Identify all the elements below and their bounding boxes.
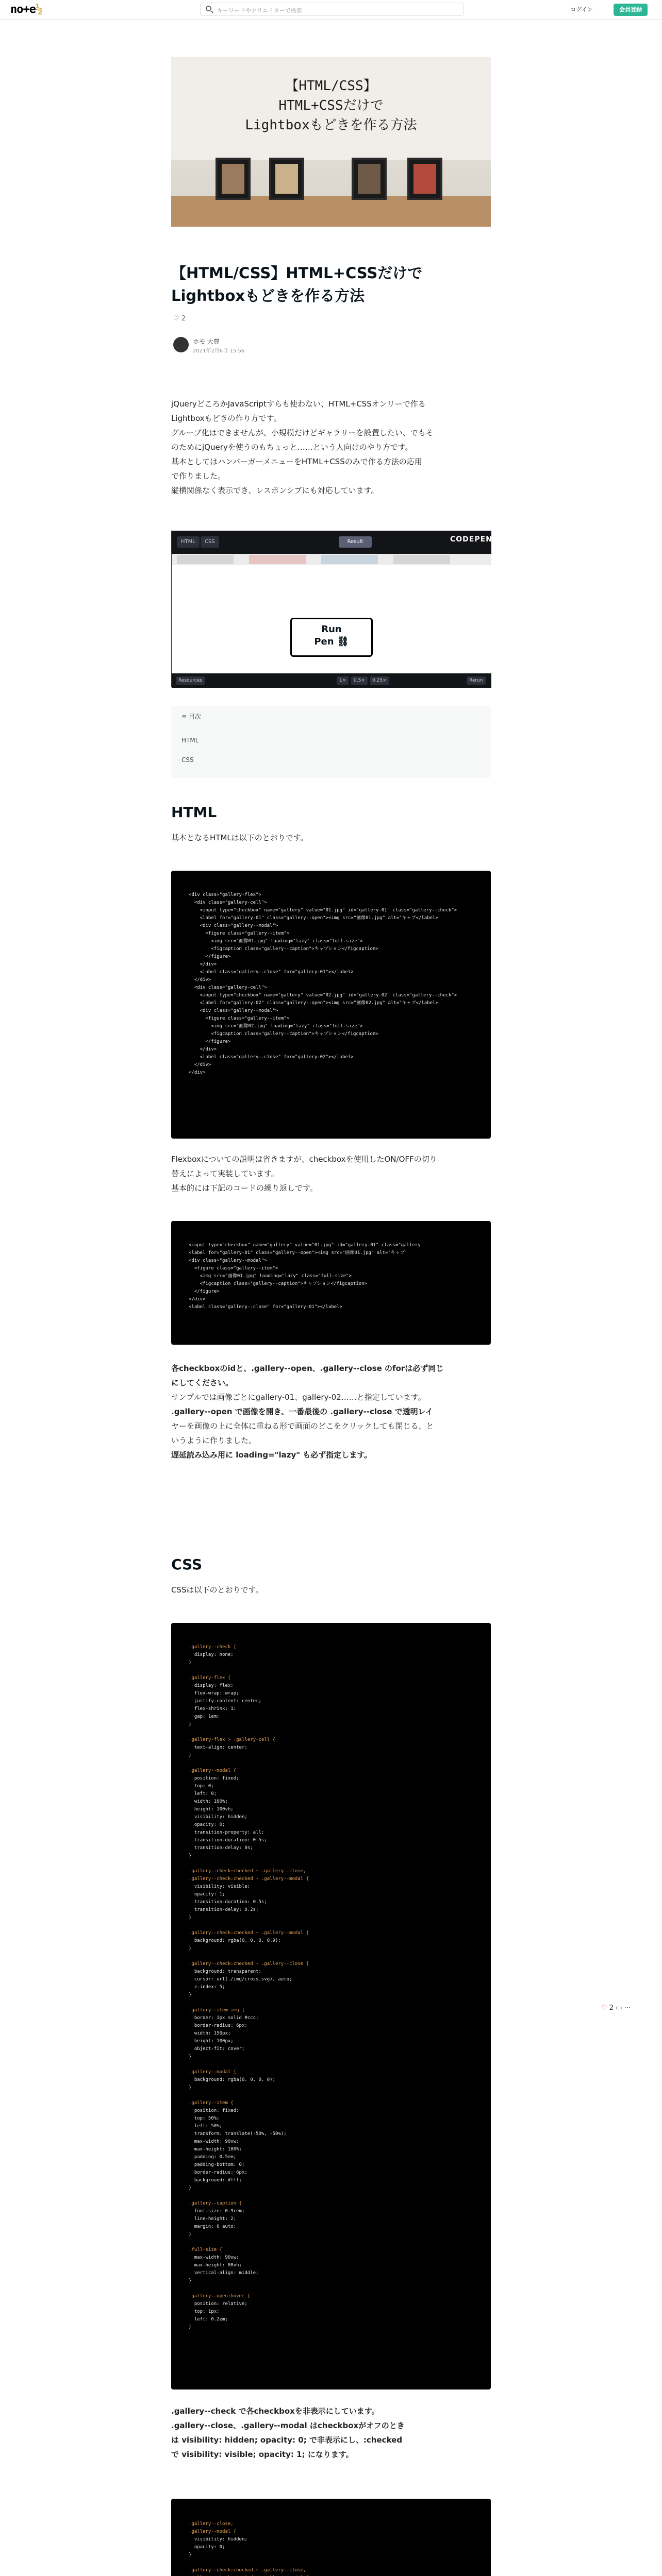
- code-line: border: 1px solid #ccc;: [189, 2015, 259, 2021]
- code-text: [189, 1242, 421, 1311]
- text-line: 基本としてはハンバーガーメニューをHTML+CSSのみで作る方法の応用: [171, 457, 422, 466]
- search-input[interactable]: [200, 3, 464, 16]
- text-line: サンプルでは画像ごとにgallery-01、gallery-02……と指定しています。: [171, 1393, 426, 1402]
- text-line: .gallery--check で各checkboxを非表示にしています。: [171, 2406, 379, 2416]
- code-line: [189, 2239, 309, 2246]
- code-line: visibility: hidden;: [189, 2537, 247, 2542]
- search-icon: [206, 6, 211, 11]
- code-line: border-radius: 6px;: [189, 2170, 247, 2175]
- note-logo[interactable]: [10, 3, 42, 16]
- paragraph-ids: [171, 1361, 491, 1462]
- text-line: にしてください。: [171, 1378, 234, 1387]
- zoom-1x-button[interactable]: 1×: [337, 676, 349, 685]
- resources-button[interactable]: Resources: [176, 676, 205, 685]
- code-line: cursor: url(./img/cross.svg), auto;: [189, 1977, 292, 1982]
- code-line: <div class="gallery-flex">: [189, 892, 261, 897]
- zoom-025x-button[interactable]: 0.25×: [370, 676, 389, 685]
- codepen-footer: [172, 673, 491, 688]
- code-line: <input type="checkbox" name="gallery" value="01.jpg" id="gallery-01" class="gallery--check">: [189, 908, 457, 913]
- like-button[interactable]: [173, 315, 186, 323]
- link-icon: ⛓: [337, 636, 349, 647]
- code-line: }: [189, 2552, 192, 2557]
- code-line: opacity: 0;: [189, 1822, 225, 1827]
- code-line: .gallery--modal {: [189, 1768, 237, 1773]
- codepen-toolbar: [172, 531, 491, 554]
- code-line: padding-bottom: 0;: [189, 2162, 245, 2167]
- text-line: 替えによって実装しています。: [171, 1169, 279, 1178]
- code-line: .gallery--modal {: [189, 2070, 237, 2075]
- login-button[interactable]: ログイン: [570, 6, 593, 13]
- code-line: </figure>: [189, 954, 231, 959]
- code-line: flex-wrap: wrap;: [189, 1691, 239, 1696]
- code-line: line-height: 2;: [189, 2216, 237, 2222]
- code-line: }: [189, 2054, 192, 2059]
- code-line: border-radius: 6px;: [189, 2023, 247, 2028]
- signup-button[interactable]: 会員登録: [614, 4, 648, 16]
- run-pen-button[interactable]: [290, 618, 373, 657]
- code-line: [189, 2061, 309, 2069]
- code-line: }: [189, 1915, 192, 1920]
- code-block-visibility: [171, 2499, 491, 2576]
- text-line: グループ化はできませんが、小規模だけどギャラリーを設置したい、でもそ: [171, 428, 434, 437]
- code-text: [189, 1643, 309, 2331]
- section-heading-css: CSS: [171, 1556, 203, 1573]
- code-line: opacity: 1;: [189, 1892, 225, 1897]
- paragraph-flexbox: [171, 1152, 491, 1195]
- code-line: visibility: visible;: [189, 1884, 251, 1889]
- code-line: <label class="gallery--close" for="gallery-01"></label>: [189, 970, 354, 975]
- code-line: [189, 1953, 309, 1960]
- site-header: [0, 0, 662, 20]
- code-line: left: 0.2em;: [189, 2317, 228, 2322]
- code-line: }: [189, 2232, 192, 2237]
- code-line: </div>: [189, 1047, 217, 1052]
- code-line: <figure class="gallery--item">: [189, 931, 290, 936]
- article-title-line: 【HTML/CSS】HTML+CSSだけで: [171, 264, 423, 282]
- code-line: <div class="gallery--modal">: [189, 1008, 278, 1013]
- code-line: </figure>: [189, 1289, 220, 1294]
- code-line: text-align: center;: [189, 1745, 247, 1750]
- toc-item-css[interactable]: CSS: [181, 756, 194, 764]
- code-block-html: [171, 871, 491, 1139]
- code-line: [189, 1922, 309, 1929]
- code-line: display: flex;: [189, 1683, 234, 1688]
- code-line: display: none;: [189, 1652, 234, 1657]
- tab-result[interactable]: Result: [339, 536, 372, 548]
- picture-frame: [269, 158, 304, 200]
- code-line: <img src="画像01.jpg" loading="lazy" class="full-size">: [189, 1274, 352, 1279]
- code-line: transition-delay: 0.2s;: [189, 1907, 259, 1912]
- code-text: [189, 2520, 309, 2576]
- code-line: .gallery--check:checked ~ .gallery--close,: [189, 1869, 306, 1874]
- code-line: opacity: 0;: [189, 2545, 225, 2550]
- code-line: [189, 2092, 309, 2099]
- code-line: .gallery-flex > .gallery-cell {: [189, 1737, 275, 1742]
- code-line: <figure class="gallery--item">: [189, 1266, 278, 1271]
- code-line: }: [189, 1660, 192, 1665]
- code-line: width: 100%;: [189, 1799, 228, 1804]
- code-line: transition-duration: 0.5s;: [189, 1900, 267, 1905]
- publish-date: 2021年2月6日 15:56: [193, 348, 245, 354]
- code-line: top: 1px;: [189, 2309, 220, 2314]
- code-line: <figure class="gallery--item">: [189, 1016, 290, 1021]
- css-lead: CSSは以下のとおりです。: [171, 1585, 263, 1595]
- code-line: }: [189, 2325, 192, 2330]
- code-line: <label class="gallery--close" for="gallery-02"></label>: [189, 1055, 354, 1060]
- author-avatar[interactable]: [173, 337, 189, 352]
- heart-icon: ♡: [173, 315, 179, 323]
- article-title: [171, 262, 491, 307]
- code-line: .full-size {: [189, 2247, 223, 2252]
- code-line: <div class="gallery--modal">: [189, 1258, 267, 1263]
- heart-icon[interactable]: ♡: [601, 2004, 607, 2012]
- html-lead: 基本となるHTMLは以下のとおりです。: [171, 833, 308, 842]
- section-heading-html: HTML: [171, 804, 217, 821]
- code-line: <label for="gallery-02" class="gallery--open"><img src="画像02.jpg" alt="キャプ</label>: [189, 1001, 438, 1006]
- code-line: transition-delay: 0s;: [189, 1845, 253, 1851]
- code-line: </div>: [189, 1070, 206, 1075]
- code-line: }: [189, 2085, 192, 2090]
- code-line: [189, 1667, 309, 1674]
- code-line: }: [189, 1753, 192, 1758]
- code-line: [189, 1999, 309, 2007]
- code-line: vertical-align: middle;: [189, 2270, 259, 2276]
- code-line: gap: 1em;: [189, 1714, 220, 1719]
- tab-html[interactable]: HTML: [177, 536, 200, 548]
- text-line: で作りました。: [171, 471, 226, 481]
- code-line: height: 100px;: [189, 2039, 234, 2044]
- code-line: </div>: [189, 1062, 211, 1067]
- text-line: いうように作りました。: [171, 1436, 257, 1445]
- logo-accent: ½: [35, 3, 42, 16]
- code-line: left: 0;: [189, 1791, 217, 1797]
- text-line: 縦横関係なく表示でき、レスポンシブにも対応しています。: [171, 486, 379, 495]
- code-line: <div class="gallery-cell">: [189, 985, 267, 990]
- code-line: <figcaption class="gallery--caption">キャプション</figcaption>: [189, 1281, 368, 1286]
- tab-css[interactable]: CSS: [201, 536, 219, 548]
- code-line: <input type="checkbox" name="gallery" value="01.jpg" id="gallery-01" class="gallery: [189, 1243, 421, 1248]
- code-line: left: 50%;: [189, 2124, 223, 2129]
- code-line: background: transparent;: [189, 1969, 261, 1974]
- run-pen-label: Run Pen: [314, 624, 342, 647]
- picture-frame: [216, 158, 251, 200]
- code-line: margin: 0 auto;: [189, 2224, 237, 2229]
- code-line: .gallery--close,: [189, 2521, 234, 2527]
- code-line: .gallery--check:checked ~ .gallery--modal {: [189, 1876, 309, 1882]
- code-line: max-height: 80vh;: [189, 2263, 242, 2268]
- code-line: position: relative;: [189, 2301, 247, 2307]
- code-line: [189, 1860, 309, 1868]
- code-line: [189, 2559, 309, 2567]
- text-line: Flexboxについての説明は省きますが、checkboxを使用したON/OFFの切り: [171, 1155, 437, 1164]
- code-line: max-width: 90vw;: [189, 2255, 239, 2260]
- code-line: background: #fff;: [189, 2178, 242, 2183]
- code-line: .gallery--open:hover {: [189, 2294, 251, 2299]
- codepen-preview: [172, 565, 491, 673]
- code-line: .gallery--modal {: [189, 2529, 237, 2534]
- code-line: top: 0;: [189, 1784, 214, 1789]
- code-line: z-index: 5;: [189, 1985, 225, 1990]
- code-line: .gallery--check:checked ~ .gallery--close {: [189, 1961, 309, 1967]
- logo-text: no+e: [10, 3, 36, 16]
- code-text: [189, 891, 457, 1077]
- code-line: [189, 1728, 309, 1736]
- code-line: </div>: [189, 1297, 206, 1302]
- code-line: transition-duration: 0.5s;: [189, 1838, 267, 1843]
- rerun-button[interactable]: Rerun: [467, 676, 486, 685]
- intro-paragraph: [171, 397, 491, 498]
- code-line: [189, 2285, 309, 2293]
- author-name[interactable]: ホモ 大豊: [193, 338, 220, 345]
- text-line: のためにjQueryを使うのもちょっと……という人向けのやり方です。: [171, 443, 413, 452]
- floating-like-count: 2: [609, 2004, 614, 2012]
- eyecatch-title: 【HTML/CSS】 HTML+CSSだけで Lightboxもどきを作る方法: [245, 78, 417, 133]
- code-line: <figcaption class="gallery--caption">キャプション</figcaption>: [189, 1031, 378, 1037]
- preview-thumbs: [172, 554, 491, 565]
- text-line: 遅延読み込み用に loading="lazy" も必ず指定します。: [171, 1450, 372, 1460]
- code-line: </div>: [189, 977, 211, 982]
- eyecatch-floor: [171, 196, 491, 227]
- zoom-05x-button[interactable]: 0.5×: [351, 676, 368, 685]
- code-line: <figcaption class="gallery--caption">キャプション</figcaption>: [189, 946, 378, 952]
- code-line: }: [189, 1722, 192, 1727]
- text-line: jQueryどころかJavaScriptすらも使わない、HTML+CSSオンリーで作る: [171, 399, 426, 409]
- code-line: .gallery--check:checked ~ .gallery--modal {: [189, 1930, 309, 1936]
- eyecatch-image: [171, 57, 491, 227]
- code-line: width: 150px;: [189, 2031, 231, 2036]
- code-line: max-height: 100%;: [189, 2147, 242, 2152]
- code-line: height: 100vh;: [189, 1807, 234, 1812]
- share-icon[interactable]: ⋯: [624, 2004, 631, 2012]
- code-line: <label class="gallery--close" for="gallery-01"></label>: [189, 1304, 343, 1310]
- text-line: .gallery--open で画像を開き、一番最後の .gallery--close で透明レイ: [171, 1407, 433, 1416]
- like-count: 2: [181, 315, 186, 323]
- code-line: .gallery--item {: [189, 2100, 234, 2106]
- code-line: [189, 2192, 309, 2200]
- code-line: position: fixed;: [189, 2108, 239, 2113]
- codepen-logo[interactable]: CODEPEN: [450, 535, 492, 544]
- code-block-html-unit: [171, 1221, 491, 1345]
- code-line: }: [189, 2278, 192, 2283]
- picture-frame: [407, 158, 442, 200]
- codepen-embed: [171, 531, 491, 687]
- code-line: </div>: [189, 962, 217, 967]
- code-line: justify-content: center;: [189, 1699, 261, 1704]
- text-line: 各checkboxのidと、.gallery--open、.gallery--close のforは必ず同じ: [171, 1364, 444, 1373]
- article-title-line: Lightboxもどきを作る方法: [171, 287, 365, 304]
- code-block-css: [171, 1623, 491, 2389]
- code-line: background: rgba(0, 0, 0, 0);: [189, 2077, 275, 2082]
- code-line: .gallery--caption {: [189, 2201, 242, 2206]
- code-line: font-size: 0.9rem;: [189, 2209, 245, 2214]
- code-line: padding: 0.5em;: [189, 2155, 237, 2160]
- comment-icon[interactable]: ▭: [616, 2004, 622, 2012]
- toc-heading[interactable]: ≡ 目次: [181, 713, 201, 720]
- code-line: <img src="画像01.jpg" loading="lazy" class="full-size">: [189, 939, 363, 944]
- text-line: ヤーを画像の上に全体に重ねる形で画面のどこをクリックしても閉じる、と: [171, 1421, 434, 1431]
- code-line: transition-property: all;: [189, 1830, 264, 1835]
- search-placeholder: キーワードやクリエイターで検索: [217, 7, 302, 14]
- code-line: object-fit: cover;: [189, 2046, 245, 2052]
- table-of-contents: [171, 706, 491, 778]
- text-line: は visibility: hidden; opacity: 0; で非表示にし、:checked: [171, 2435, 403, 2445]
- text-line: で visibility: visible; opacity: 1; になります。: [171, 2450, 354, 2459]
- code-line: </figure>: [189, 1039, 231, 1044]
- code-line: top: 50%;: [189, 2116, 220, 2121]
- code-line: .gallery--check:checked ~ .gallery--close,: [189, 2568, 306, 2573]
- code-line: <div class="gallery-cell">: [189, 900, 267, 905]
- code-line: transform: translate(-50%, -50%);: [189, 2131, 287, 2137]
- code-line: background: rgba(0, 0, 0, 0.9);: [189, 1938, 281, 1943]
- code-line: }: [189, 1946, 192, 1951]
- code-line: .gallery--check {: [189, 1645, 237, 1650]
- code-line: <div class="gallery--modal">: [189, 923, 278, 928]
- code-line: <img src="画像02.jpg" loading="lazy" class="full-size">: [189, 1024, 363, 1029]
- code-line: max-width: 90vw;: [189, 2139, 239, 2144]
- paragraph-check: [171, 2404, 491, 2462]
- picture-frame: [352, 158, 387, 200]
- floating-actions: [601, 2004, 631, 2012]
- code-line: }: [189, 2185, 192, 2191]
- code-line: position: fixed;: [189, 1776, 239, 1781]
- code-line: }: [189, 1992, 192, 1997]
- code-line: visibility: hidden;: [189, 1815, 247, 1820]
- text-line: 基本的には下記のコードの繰り返しです。: [171, 1183, 318, 1193]
- text-line: Lightboxもどきの作り方です。: [171, 414, 282, 423]
- code-line: .gallery--item img {: [189, 2008, 245, 2013]
- code-line: [189, 1759, 309, 1767]
- text-line: .gallery--close、.gallery--modal はcheckboxがオフのとき: [171, 2421, 405, 2430]
- code-line: flex-shrink: 1;: [189, 1706, 237, 1711]
- code-line: }: [189, 1853, 192, 1858]
- code-line: <label for="gallery-01" class="gallery--open"><img src="画像01.jpg" alt="キャプ</label>: [189, 916, 438, 921]
- code-line: <input type="checkbox" name="gallery" value="02.jpg" id="gallery-02" class="gallery--check">: [189, 993, 457, 998]
- code-line: <label for="gallery-01" class="gallery--open"><img src="画像01.jpg" alt="キャプ: [189, 1250, 405, 1256]
- code-line: .gallery-flex {: [189, 1675, 231, 1681]
- toc-item-html[interactable]: HTML: [181, 737, 199, 744]
